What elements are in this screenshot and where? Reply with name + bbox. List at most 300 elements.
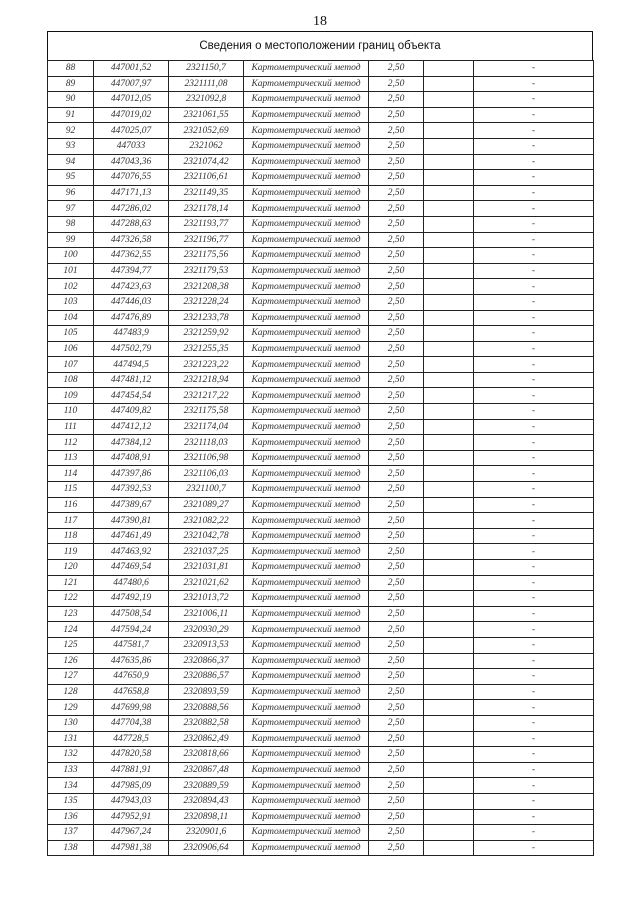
x-coordinate-cell: 447658,8: [94, 684, 169, 700]
y-coordinate-cell: 2321118,03: [169, 435, 244, 451]
table-row: [48, 669, 594, 685]
x-coordinate-cell: 447397,86: [94, 466, 169, 482]
x-coordinate-cell: 447423,63: [94, 279, 169, 295]
empty-cell: [424, 294, 474, 310]
method-cell: Картометрический метод: [244, 762, 369, 778]
empty-cell: [424, 622, 474, 638]
empty-cell: [424, 560, 474, 576]
method-cell: Картометрический метод: [244, 700, 369, 716]
note-cell: -: [474, 248, 594, 264]
y-coordinate-cell: 2321175,58: [169, 404, 244, 420]
precision-cell: 2,50: [369, 248, 424, 264]
x-coordinate-cell: 447033: [94, 138, 169, 154]
y-coordinate-cell: 2321193,77: [169, 216, 244, 232]
method-cell: Картометрический метод: [244, 793, 369, 809]
x-coordinate-cell: 447384,12: [94, 435, 169, 451]
precision-cell: 2,50: [369, 279, 424, 295]
table-row: [48, 622, 594, 638]
note-cell: -: [474, 310, 594, 326]
x-coordinate-cell: 447007,97: [94, 76, 169, 92]
method-cell: Картометрический метод: [244, 123, 369, 139]
y-coordinate-cell: 2321082,22: [169, 513, 244, 529]
precision-cell: 2,50: [369, 123, 424, 139]
table-row: [48, 232, 594, 248]
note-cell: -: [474, 466, 594, 482]
method-cell: Картометрический метод: [244, 715, 369, 731]
empty-cell: [424, 778, 474, 794]
method-cell: Картометрический метод: [244, 591, 369, 607]
note-cell: -: [474, 123, 594, 139]
table-row: [48, 388, 594, 404]
table-row: [48, 466, 594, 482]
point-number-cell: 98: [48, 216, 94, 232]
point-number-cell: 126: [48, 653, 94, 669]
empty-cell: [424, 482, 474, 498]
empty-cell: [424, 528, 474, 544]
table-row: [48, 326, 594, 342]
precision-cell: 2,50: [369, 154, 424, 170]
table-row: [48, 840, 594, 856]
y-coordinate-cell: 2321179,53: [169, 263, 244, 279]
y-coordinate-cell: 2321111,08: [169, 76, 244, 92]
method-cell: Картометрический метод: [244, 435, 369, 451]
x-coordinate-cell: 447494,5: [94, 357, 169, 373]
method-cell: Картометрический метод: [244, 76, 369, 92]
y-coordinate-cell: 2321100,7: [169, 482, 244, 498]
y-coordinate-cell: 2321106,98: [169, 450, 244, 466]
x-coordinate-cell: 447502,79: [94, 341, 169, 357]
note-cell: -: [474, 606, 594, 622]
method-cell: Картометрический метод: [244, 669, 369, 685]
note-cell: -: [474, 778, 594, 794]
precision-cell: 2,50: [369, 840, 424, 856]
note-cell: -: [474, 341, 594, 357]
method-cell: Картометрический метод: [244, 263, 369, 279]
precision-cell: 2,50: [369, 201, 424, 217]
table-row: [48, 684, 594, 700]
empty-cell: [424, 279, 474, 295]
table-row: [48, 731, 594, 747]
x-coordinate-cell: 447481,12: [94, 372, 169, 388]
precision-cell: 2,50: [369, 825, 424, 841]
precision-cell: 2,50: [369, 715, 424, 731]
precision-cell: 2,50: [369, 138, 424, 154]
note-cell: -: [474, 404, 594, 420]
empty-cell: [424, 809, 474, 825]
method-cell: Картометрический метод: [244, 61, 369, 77]
empty-cell: [424, 248, 474, 264]
point-number-cell: 135: [48, 793, 94, 809]
method-cell: Картометрический метод: [244, 825, 369, 841]
x-coordinate-cell: 447581,7: [94, 637, 169, 653]
y-coordinate-cell: 2320893,59: [169, 684, 244, 700]
method-cell: Картометрический метод: [244, 201, 369, 217]
note-cell: -: [474, 138, 594, 154]
note-cell: -: [474, 544, 594, 560]
x-coordinate-cell: 447408,91: [94, 450, 169, 466]
method-cell: Картометрический метод: [244, 513, 369, 529]
point-number-cell: 95: [48, 170, 94, 186]
x-coordinate-cell: 447412,12: [94, 419, 169, 435]
note-cell: -: [474, 653, 594, 669]
y-coordinate-cell: 2321175,56: [169, 248, 244, 264]
note-cell: -: [474, 76, 594, 92]
y-coordinate-cell: 2321042,78: [169, 528, 244, 544]
empty-cell: [424, 310, 474, 326]
empty-cell: [424, 154, 474, 170]
x-coordinate-cell: 447480,6: [94, 575, 169, 591]
y-coordinate-cell: 2320867,48: [169, 762, 244, 778]
method-cell: Картометрический метод: [244, 809, 369, 825]
method-cell: Картометрический метод: [244, 341, 369, 357]
empty-cell: [424, 497, 474, 513]
empty-cell: [424, 450, 474, 466]
y-coordinate-cell: 2321217,22: [169, 388, 244, 404]
empty-cell: [424, 216, 474, 232]
coordinates-table: [47, 60, 594, 856]
x-coordinate-cell: 447288,63: [94, 216, 169, 232]
note-cell: -: [474, 528, 594, 544]
method-cell: Картометрический метод: [244, 372, 369, 388]
y-coordinate-cell: 2321223,22: [169, 357, 244, 373]
point-number-cell: 101: [48, 263, 94, 279]
table-row: [48, 653, 594, 669]
point-number-cell: 116: [48, 497, 94, 513]
empty-cell: [424, 357, 474, 373]
precision-cell: 2,50: [369, 591, 424, 607]
empty-cell: [424, 684, 474, 700]
y-coordinate-cell: 2320888,56: [169, 700, 244, 716]
note-cell: -: [474, 185, 594, 201]
point-number-cell: 124: [48, 622, 94, 638]
x-coordinate-cell: 447012,05: [94, 92, 169, 108]
table-row: [48, 404, 594, 420]
point-number-cell: 123: [48, 606, 94, 622]
y-coordinate-cell: 2321106,03: [169, 466, 244, 482]
point-number-cell: 88: [48, 61, 94, 77]
y-coordinate-cell: 2321006,11: [169, 606, 244, 622]
precision-cell: 2,50: [369, 294, 424, 310]
y-coordinate-cell: 2320906,64: [169, 840, 244, 856]
point-number-cell: 114: [48, 466, 94, 482]
point-number-cell: 133: [48, 762, 94, 778]
y-coordinate-cell: 2320894,43: [169, 793, 244, 809]
empty-cell: [424, 388, 474, 404]
point-number-cell: 111: [48, 419, 94, 435]
y-coordinate-cell: 2320818,66: [169, 747, 244, 763]
empty-cell: [424, 466, 474, 482]
precision-cell: 2,50: [369, 684, 424, 700]
method-cell: Картометрический метод: [244, 310, 369, 326]
precision-cell: 2,50: [369, 466, 424, 482]
method-cell: Картометрический метод: [244, 138, 369, 154]
empty-cell: [424, 263, 474, 279]
y-coordinate-cell: 2321178,14: [169, 201, 244, 217]
point-number-cell: 138: [48, 840, 94, 856]
method-cell: Картометрический метод: [244, 497, 369, 513]
empty-cell: [424, 138, 474, 154]
method-cell: Картометрический метод: [244, 450, 369, 466]
note-cell: -: [474, 61, 594, 77]
y-coordinate-cell: 2321052,69: [169, 123, 244, 139]
method-cell: Картометрический метод: [244, 544, 369, 560]
note-cell: -: [474, 154, 594, 170]
table-row: [48, 825, 594, 841]
precision-cell: 2,50: [369, 404, 424, 420]
x-coordinate-cell: 447454,54: [94, 388, 169, 404]
point-number-cell: 97: [48, 201, 94, 217]
empty-cell: [424, 793, 474, 809]
table-row: [48, 700, 594, 716]
precision-cell: 2,50: [369, 435, 424, 451]
x-coordinate-cell: 447635,86: [94, 653, 169, 669]
y-coordinate-cell: 2320866,37: [169, 653, 244, 669]
point-number-cell: 108: [48, 372, 94, 388]
y-coordinate-cell: 2321062: [169, 138, 244, 154]
note-cell: -: [474, 294, 594, 310]
x-coordinate-cell: 447025,07: [94, 123, 169, 139]
point-number-cell: 103: [48, 294, 94, 310]
note-cell: -: [474, 92, 594, 108]
table-row: [48, 123, 594, 139]
point-number-cell: 122: [48, 591, 94, 607]
precision-cell: 2,50: [369, 560, 424, 576]
empty-cell: [424, 185, 474, 201]
precision-cell: 2,50: [369, 170, 424, 186]
method-cell: Картометрический метод: [244, 606, 369, 622]
y-coordinate-cell: 2321228,24: [169, 294, 244, 310]
point-number-cell: 113: [48, 450, 94, 466]
x-coordinate-cell: 447392,53: [94, 482, 169, 498]
table-row: [48, 513, 594, 529]
point-number-cell: 100: [48, 248, 94, 264]
empty-cell: [424, 232, 474, 248]
x-coordinate-cell: 447483,9: [94, 326, 169, 342]
table-row: [48, 310, 594, 326]
empty-cell: [424, 201, 474, 217]
note-cell: -: [474, 809, 594, 825]
method-cell: Картометрический метод: [244, 419, 369, 435]
note-cell: -: [474, 715, 594, 731]
point-number-cell: 99: [48, 232, 94, 248]
precision-cell: 2,50: [369, 669, 424, 685]
table-row: [48, 809, 594, 825]
precision-cell: 2,50: [369, 310, 424, 326]
table-row: [48, 185, 594, 201]
x-coordinate-cell: 447508,54: [94, 606, 169, 622]
method-cell: Картометрический метод: [244, 575, 369, 591]
note-cell: -: [474, 747, 594, 763]
point-number-cell: 132: [48, 747, 94, 763]
y-coordinate-cell: 2321233,78: [169, 310, 244, 326]
precision-cell: 2,50: [369, 778, 424, 794]
y-coordinate-cell: 2320901,6: [169, 825, 244, 841]
method-cell: Картометрический метод: [244, 466, 369, 482]
table-row: [48, 778, 594, 794]
y-coordinate-cell: 2321149,35: [169, 185, 244, 201]
precision-cell: 2,50: [369, 61, 424, 77]
note-cell: -: [474, 419, 594, 435]
empty-cell: [424, 715, 474, 731]
note-cell: -: [474, 793, 594, 809]
empty-cell: [424, 326, 474, 342]
x-coordinate-cell: 447820,58: [94, 747, 169, 763]
empty-cell: [424, 575, 474, 591]
y-coordinate-cell: 2321037,25: [169, 544, 244, 560]
point-number-cell: 128: [48, 684, 94, 700]
point-number-cell: 109: [48, 388, 94, 404]
table-row: [48, 154, 594, 170]
note-cell: -: [474, 435, 594, 451]
note-cell: -: [474, 513, 594, 529]
y-coordinate-cell: 2320913,53: [169, 637, 244, 653]
note-cell: -: [474, 201, 594, 217]
method-cell: Картометрический метод: [244, 92, 369, 108]
precision-cell: 2,50: [369, 762, 424, 778]
y-coordinate-cell: 2321089,27: [169, 497, 244, 513]
precision-cell: 2,50: [369, 700, 424, 716]
note-cell: -: [474, 326, 594, 342]
method-cell: Картометрический метод: [244, 248, 369, 264]
y-coordinate-cell: 2320886,57: [169, 669, 244, 685]
precision-cell: 2,50: [369, 606, 424, 622]
precision-cell: 2,50: [369, 482, 424, 498]
empty-cell: [424, 92, 474, 108]
method-cell: Картометрический метод: [244, 326, 369, 342]
x-coordinate-cell: 447881,91: [94, 762, 169, 778]
table-row: [48, 762, 594, 778]
point-number-cell: 89: [48, 76, 94, 92]
precision-cell: 2,50: [369, 450, 424, 466]
x-coordinate-cell: 447461,49: [94, 528, 169, 544]
x-coordinate-cell: 447409,82: [94, 404, 169, 420]
x-coordinate-cell: 447171,13: [94, 185, 169, 201]
precision-cell: 2,50: [369, 419, 424, 435]
method-cell: Картометрический метод: [244, 731, 369, 747]
table-row: [48, 170, 594, 186]
x-coordinate-cell: 447985,09: [94, 778, 169, 794]
y-coordinate-cell: 2321021,62: [169, 575, 244, 591]
empty-cell: [424, 606, 474, 622]
precision-cell: 2,50: [369, 76, 424, 92]
empty-cell: [424, 404, 474, 420]
y-coordinate-cell: 2320898,11: [169, 809, 244, 825]
point-number-cell: 136: [48, 809, 94, 825]
table-row: [48, 248, 594, 264]
precision-cell: 2,50: [369, 357, 424, 373]
empty-cell: [424, 107, 474, 123]
point-number-cell: 134: [48, 778, 94, 794]
method-cell: Картометрический метод: [244, 232, 369, 248]
table-row: [48, 560, 594, 576]
x-coordinate-cell: 447446,03: [94, 294, 169, 310]
empty-cell: [424, 419, 474, 435]
point-number-cell: 137: [48, 825, 94, 841]
y-coordinate-cell: 2321174,04: [169, 419, 244, 435]
y-coordinate-cell: 2320882,58: [169, 715, 244, 731]
x-coordinate-cell: 447492,19: [94, 591, 169, 607]
method-cell: Картометрический метод: [244, 294, 369, 310]
method-cell: Картометрический метод: [244, 560, 369, 576]
precision-cell: 2,50: [369, 622, 424, 638]
note-cell: -: [474, 170, 594, 186]
precision-cell: 2,50: [369, 232, 424, 248]
y-coordinate-cell: 2321061,55: [169, 107, 244, 123]
empty-cell: [424, 653, 474, 669]
note-cell: -: [474, 357, 594, 373]
precision-cell: 2,50: [369, 747, 424, 763]
x-coordinate-cell: 447594,24: [94, 622, 169, 638]
y-coordinate-cell: 2321255,35: [169, 341, 244, 357]
point-number-cell: 106: [48, 341, 94, 357]
method-cell: Картометрический метод: [244, 154, 369, 170]
empty-cell: [424, 840, 474, 856]
y-coordinate-cell: 2321196,77: [169, 232, 244, 248]
precision-cell: 2,50: [369, 544, 424, 560]
empty-cell: [424, 591, 474, 607]
x-coordinate-cell: 447952,91: [94, 809, 169, 825]
method-cell: Картометрический метод: [244, 388, 369, 404]
empty-cell: [424, 731, 474, 747]
point-number-cell: 127: [48, 669, 94, 685]
table-row: [48, 528, 594, 544]
table-row: [48, 138, 594, 154]
precision-cell: 2,50: [369, 653, 424, 669]
table-row: [48, 591, 594, 607]
x-coordinate-cell: 447476,89: [94, 310, 169, 326]
note-cell: -: [474, 840, 594, 856]
empty-cell: [424, 76, 474, 92]
x-coordinate-cell: 447728,5: [94, 731, 169, 747]
note-cell: -: [474, 388, 594, 404]
note-cell: -: [474, 622, 594, 638]
note-cell: -: [474, 825, 594, 841]
point-number-cell: 131: [48, 731, 94, 747]
note-cell: -: [474, 669, 594, 685]
method-cell: Картометрический метод: [244, 684, 369, 700]
precision-cell: 2,50: [369, 575, 424, 591]
note-cell: -: [474, 731, 594, 747]
precision-cell: 2,50: [369, 372, 424, 388]
point-number-cell: 110: [48, 404, 94, 420]
precision-cell: 2,50: [369, 107, 424, 123]
x-coordinate-cell: 447362,55: [94, 248, 169, 264]
precision-cell: 2,50: [369, 263, 424, 279]
boundary-sheet: [47, 31, 593, 856]
y-coordinate-cell: 2321013,72: [169, 591, 244, 607]
table-row: [48, 357, 594, 373]
section-title: Сведения о местоположении границ объекта: [47, 31, 593, 61]
method-cell: Картометрический метод: [244, 840, 369, 856]
y-coordinate-cell: 2321074,42: [169, 154, 244, 170]
x-coordinate-cell: 447699,98: [94, 700, 169, 716]
note-cell: -: [474, 637, 594, 653]
note-cell: -: [474, 684, 594, 700]
empty-cell: [424, 435, 474, 451]
note-cell: -: [474, 107, 594, 123]
point-number-cell: 121: [48, 575, 94, 591]
empty-cell: [424, 700, 474, 716]
point-number-cell: 91: [48, 107, 94, 123]
table-row: [48, 715, 594, 731]
table-row: [48, 372, 594, 388]
note-cell: -: [474, 263, 594, 279]
x-coordinate-cell: 447394,77: [94, 263, 169, 279]
x-coordinate-cell: 447043,36: [94, 154, 169, 170]
x-coordinate-cell: 447390,81: [94, 513, 169, 529]
note-cell: -: [474, 560, 594, 576]
note-cell: -: [474, 700, 594, 716]
